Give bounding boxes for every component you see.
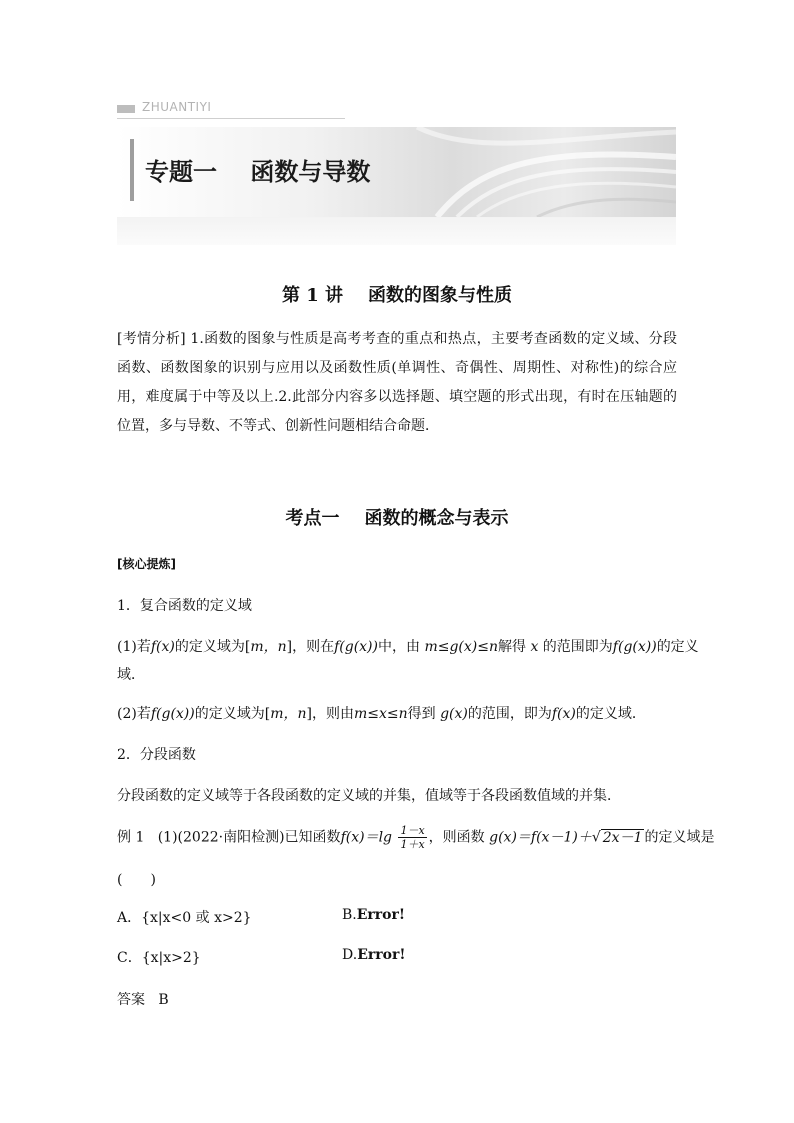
section-title: 考点一 函数的概念与表示 <box>285 508 509 529</box>
item2-heading: 2．分段函数 <box>117 747 196 763</box>
chapter-title: 专题一 函数与导数 <box>145 158 371 186</box>
example1-paren: ( ) <box>117 872 156 888</box>
exam-analysis: [考情分析] 1.函数的图象与性质是高考考查的重点和热点，主要考查函数的定义域、分段函数、函数图象的识别与应用以及函数性质(单调性、奇偶性、周期性、对称性)的综合应用，难度属于中等及以上.2.此部分内容多以选择题、填空题的形式出现，有时在压轴题的位置，多与导数、不等式、创新性问题相结合命题． <box>117 331 677 434</box>
fraction: $\frac{1-x}{1+x}$ <box>400 824 425 851</box>
option-c: C．{x|x>2} <box>117 950 201 966</box>
header-tag: ZHUANTIYI <box>142 100 212 114</box>
example1-stem: 例 1 (1)(2022·南阳检测)已知函数f(x)＝lg $\frac{1-x}{1+x}$ ，则函数 g(x)＝f(x－1)＋√ 2x－1 的定义域是 <box>117 824 715 851</box>
item1-point1: (1)若f(x)的定义域为[m，n]，则在f(g(x))中，由 m≤g(x)≤n解得 x 的范围即为f(g(x))的定义 <box>117 639 699 655</box>
option-d: D.Error! <box>342 947 406 963</box>
header-tag-bar <box>117 105 135 113</box>
header-divider <box>117 118 345 119</box>
option-a: A．{x|x<0 或 x>2} <box>117 910 252 926</box>
core-label: [核心提炼] <box>117 557 176 571</box>
answer: 答案 B <box>117 992 169 1008</box>
banner-shadow <box>117 217 676 245</box>
item1-heading: 1．复合函数的定义域 <box>117 598 252 614</box>
banner-accent-bar <box>130 139 134 201</box>
item1-point1-cont: 域． <box>117 667 145 683</box>
lecture-title: 第 1 讲 函数的图象与性质 <box>281 285 513 306</box>
item1-point2: (2)若f(g(x))的定义域为[m，n]，则由m≤x≤n得到 g(x)的范围，即为f(x)的定义域． <box>117 706 646 722</box>
item2-text: 分段函数的定义域等于各段函数的定义域的并集，值域等于各段函数值域的并集． <box>117 788 621 804</box>
sqrt-symbol: √ <box>591 829 601 846</box>
option-b: B.Error! <box>342 907 406 923</box>
example-label: 例 1 <box>117 829 145 846</box>
